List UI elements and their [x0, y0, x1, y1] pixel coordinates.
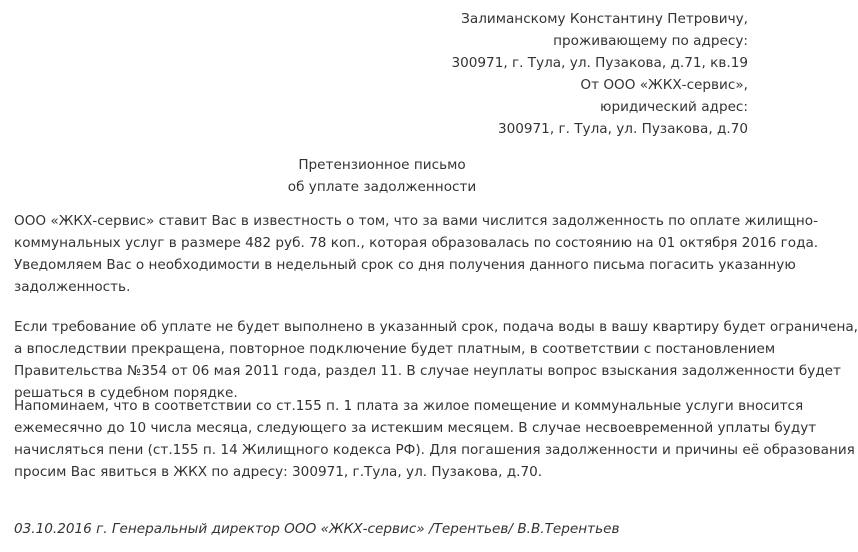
recipient-block — [451, 8, 748, 140]
paragraph-line: Напоминаем, что в соответствии со ст.155 п. 1 плата за жилое помещение и коммунальные услуги вносится — [14, 398, 804, 414]
paragraph-line: ООО «ЖКХ-сервис» ставит Вас в известность о том, что за вами числится задолженность по оплате жилищно- — [14, 213, 819, 229]
paragraph-line: Правительства №354 от 06 мая 2011 года, раздел 11. В случае неуплаты вопрос взыскания задолженности будет — [14, 363, 841, 379]
paragraph-consequences — [14, 316, 858, 404]
paragraph-line: ежемесячно до 10 числа месяца, следующего за истекшим месяцем. В случае несвоевременной уплаты будут — [14, 420, 817, 436]
recipient-address: 300971, г. Тула, ул. Пузакова, д.71, кв.19 — [451, 55, 748, 71]
paragraph-line: начисляться пени (ст.155 п. 14 Жилищного кодекса РФ). Для погашения задолженности и причины её образования — [14, 442, 855, 458]
paragraph-debt-notice — [14, 210, 819, 298]
letter-title — [0, 154, 756, 198]
paragraph-line: а впоследствии прекращена, повторное подключение будет платным, в соответствии с постановлением — [14, 341, 776, 357]
signature-line: 03.10.2016 г. Генеральный директор ООО «ЖКХ-сервис» /Терентьев/ В.В.Терентьев — [14, 521, 620, 537]
paragraph-line: Уведомляем Вас о необходимости в недельный срок со дня получения данного письма погасить указанную — [14, 257, 796, 273]
recipient-name: Залиманскому Константину Петровичу, — [461, 11, 748, 27]
sender-address: 300971, г. Тула, ул. Пузакова, д.70 — [497, 121, 748, 137]
title-line-2: об уплате задолженности — [287, 179, 477, 195]
paragraph-line: просим Вас явиться в ЖКХ по адресу: 300971, г.Тула, ул. Пузакова, д.70. — [14, 464, 543, 480]
paragraph-line: Если требование об уплате не будет выполнено в указанный срок, подача воды в вашу квартиру будет ограничена, — [14, 319, 858, 335]
paragraph-reminder — [14, 395, 855, 483]
paragraph-line: решаться в судебном порядке. — [14, 385, 238, 401]
paragraph-line: задолженность. — [14, 279, 131, 295]
paragraph-line: коммунальных услуг в размере 482 руб. 78 коп., которая образовалась по состоянию на 01 октября 2016 года. — [14, 235, 819, 251]
sender-address-label: юридический адрес: — [600, 99, 748, 115]
recipient-address-label: проживающему по адресу: — [553, 33, 748, 49]
title-line-1: Претензионное письмо — [298, 157, 466, 173]
sender-name: От ООО «ЖКХ-сервис», — [580, 77, 748, 93]
